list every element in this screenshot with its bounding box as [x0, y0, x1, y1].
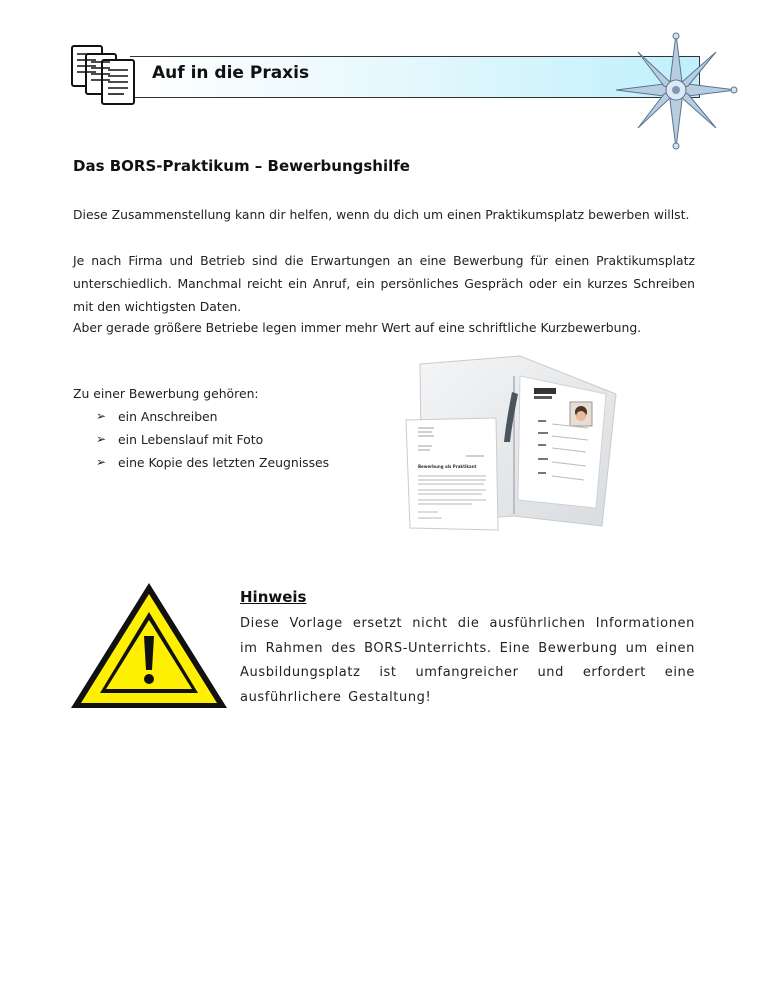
note-title: Hinweis	[240, 588, 307, 606]
arrowhead-bullet-icon: ➢	[96, 432, 107, 446]
list-item: ➢ eine Kopie des letzten Zeugnisses	[96, 451, 329, 474]
section-heading: Das BORS-Praktikum – Bewerbungshilfe	[73, 157, 410, 175]
list-item: ➢ ein Anschreiben	[96, 405, 329, 428]
note-text: Diese Vorlage ersetzt nicht die ausführlichen Informationen im Rahmen des BORS-Unterrichts. Eine Bewerbung um einen Ausbildungsplatz ist umfangreicher und erfordert eine ausführlichere Gestaltung!	[240, 616, 695, 705]
application-folder-image	[402, 354, 618, 532]
page-title: Auf in die Praxis	[152, 63, 310, 83]
requirements-label: Zu einer Bewerbung gehören:	[73, 386, 259, 401]
paragraph-short-application: Aber gerade größere Betriebe legen immer mehr Wert auf eine schriftliche Kurzbewerbung.	[73, 320, 642, 335]
warning-triangle-icon	[68, 580, 230, 712]
letter-heading: Bewerbung als Praktikant	[418, 464, 477, 469]
arrowhead-bullet-icon: ➢	[96, 409, 107, 423]
requirements-list	[96, 405, 329, 474]
arrowhead-bullet-icon: ➢	[96, 455, 107, 469]
compass-rose-icon	[612, 30, 740, 152]
paragraph-expectations: Je nach Firma und Betrieb sind die Erwartungen an eine Bewerbung für einen Praktikumsplatz unterschiedlich. Manchmal reicht ein Anruf, ein persönliches Gespräch oder ein kurzes Schreiben mit den wichtigsten Daten.	[73, 253, 695, 314]
intro-text: Diese Zusammenstellung kann dir helfen, wenn du dich um einen Praktikumsplatz bewerben willst.	[73, 207, 690, 222]
documents-stack-icon	[68, 40, 148, 108]
list-item: ➢ ein Lebenslauf mit Foto	[96, 428, 329, 451]
